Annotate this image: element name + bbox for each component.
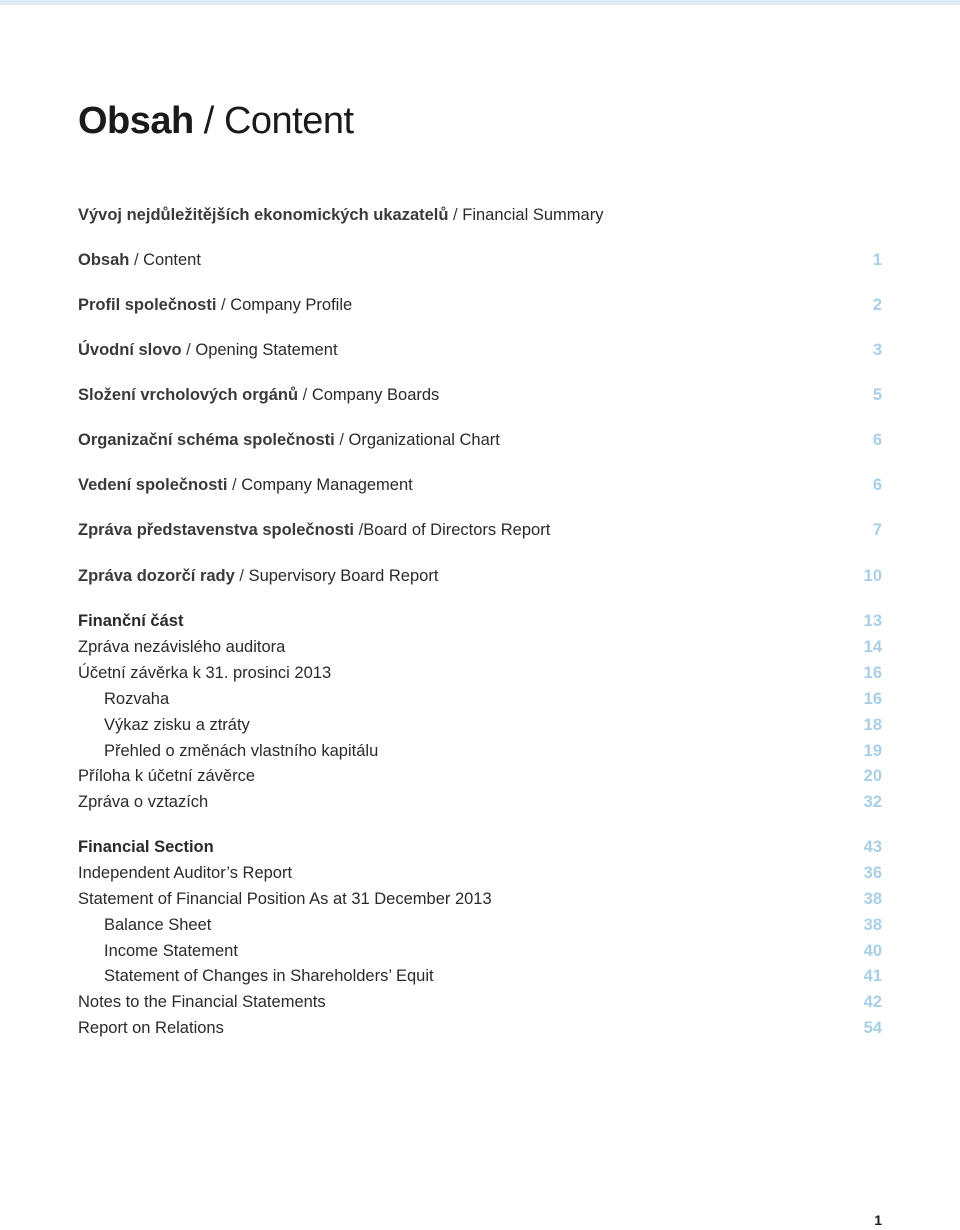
- toc-entry-en: Supervisory Board Report: [248, 567, 439, 585]
- toc-en-financial-section[interactable]: [78, 835, 882, 859]
- toc-entry-cz: Obsah: [78, 251, 130, 269]
- toc-en-auditor-report[interactable]: [78, 861, 882, 885]
- toc-cz-zprava-auditora[interactable]: [78, 635, 882, 659]
- toc-entry-page: 38: [863, 890, 882, 908]
- toc-entry-separator: /: [234, 567, 249, 585]
- toc-entry-label: Výkaz zisku a ztráty: [104, 716, 250, 734]
- toc-entry-page: 16: [863, 690, 882, 708]
- toc-entry-page: 19: [863, 742, 882, 760]
- toc-entry-page: 36: [863, 864, 882, 882]
- toc-entry-page: 6: [872, 476, 882, 494]
- toc-entry-page: 16: [863, 664, 882, 682]
- toc-entry-page: 42: [863, 993, 882, 1011]
- toc-entry-page: 20: [863, 767, 882, 785]
- toc-entry-label: Balance Sheet: [104, 916, 212, 934]
- footer-page-number: 1: [874, 1212, 882, 1228]
- toc-entry-label: Report on Relations: [78, 1019, 224, 1037]
- toc-entry-cz: Organizační schéma společnosti: [78, 431, 335, 449]
- toc-entry-page: 7: [872, 521, 882, 539]
- toc-cz-priloha[interactable]: [78, 764, 882, 788]
- top-accent-bar: [0, 0, 960, 5]
- toc-entry-label: Příloha k účetní závěrce: [78, 767, 256, 785]
- toc-entry-page: 1: [872, 251, 882, 269]
- toc-entry-en: Company Profile: [230, 296, 353, 314]
- toc-entry-page: 43: [863, 838, 882, 856]
- toc-entry-page: 41: [863, 967, 882, 985]
- toc-entry-page: 6: [872, 431, 882, 449]
- toc-entry-board-of-directors-report[interactable]: [78, 518, 882, 542]
- toc-entry-separator: /: [298, 386, 312, 404]
- toc-entry-page: 32: [863, 793, 882, 811]
- toc-cz-vykaz-zisku[interactable]: [78, 713, 882, 737]
- toc-cz-prehled-kapitalu[interactable]: [78, 739, 882, 763]
- toc-entry-en: Financial Summary: [462, 206, 604, 224]
- toc-entry-label: Statement of Changes in Shareholders’ Equit: [104, 967, 434, 985]
- toc-entry-page: 40: [863, 942, 882, 960]
- toc-entry-label: Income Statement: [104, 942, 238, 960]
- toc-entry-page: 10: [863, 567, 882, 585]
- toc-entry-page: 3: [872, 341, 882, 359]
- toc-entry-separator: /: [334, 431, 349, 449]
- toc-entry-supervisory-board-report[interactable]: [78, 564, 882, 588]
- toc-en-income-statement[interactable]: [78, 939, 882, 963]
- toc-en-notes[interactable]: [78, 990, 882, 1014]
- toc-entry-separator: /: [181, 341, 196, 359]
- toc-entry-cz: Složení vrcholových orgánů: [78, 386, 299, 404]
- toc-entry-label: Independent Auditor’s Report: [78, 864, 293, 882]
- toc-entry-page: 2: [872, 296, 882, 314]
- toc-entry-en: Content: [143, 251, 201, 269]
- toc-entry-cz: Úvodní slovo: [78, 341, 182, 359]
- toc-entry-organizational-chart[interactable]: [78, 428, 882, 452]
- toc-entry-separator: /: [227, 476, 242, 494]
- toc-entry-cz: Zpráva představenstva společnosti: [78, 521, 355, 539]
- toc-entry-label: Statement of Financial Position As at 31 December 2013: [78, 890, 492, 908]
- page-title: [78, 100, 354, 143]
- toc-entry-page: 54: [863, 1019, 882, 1037]
- page-title-separator: /: [193, 100, 224, 142]
- toc-entry-company-management[interactable]: [78, 473, 882, 497]
- toc-entry-page: 13: [863, 612, 882, 630]
- toc-en-statement-financial-position[interactable]: [78, 887, 882, 911]
- toc-entry-cz: Profil společnosti: [78, 296, 217, 314]
- toc-cz-ucetni-zaverka[interactable]: [78, 661, 882, 685]
- toc-entry-company-profile[interactable]: [78, 293, 882, 317]
- toc-cz-rozvaha[interactable]: [78, 687, 882, 711]
- toc-cz-financni-cast[interactable]: [78, 609, 882, 633]
- toc-entry-cz: Vývoj nejdůležitějších ekonomických ukazatelů: [78, 206, 449, 224]
- toc-entry-en: Board of Directors Report: [363, 521, 551, 539]
- toc-entry-page: 38: [863, 916, 882, 934]
- toc-entry-en: Organizational Chart: [348, 431, 500, 449]
- toc-entry-en: Opening Statement: [195, 341, 338, 359]
- toc-entry-label: Financial Section: [78, 838, 214, 856]
- toc-entry-separator: /: [448, 206, 463, 224]
- toc-en-report-on-relations[interactable]: [78, 1016, 882, 1040]
- toc-entry-label: Účetní závěrka k 31. prosinci 2013: [78, 664, 332, 682]
- toc-entry-financial-summary[interactable]: [78, 203, 882, 227]
- toc-entry-label: Zpráva nezávislého auditora: [78, 638, 286, 656]
- toc-entry-content[interactable]: [78, 248, 882, 272]
- toc-entry-label: Finanční část: [78, 612, 184, 630]
- toc-entry-separator: /: [354, 521, 364, 539]
- toc-entry-separator: /: [129, 251, 144, 269]
- toc-entry-page: 5: [872, 386, 882, 404]
- toc-entry-en: Company Management: [241, 476, 413, 494]
- toc-entry-cz: Vedení společnosti: [78, 476, 228, 494]
- toc-entry-label: Zpráva o vztazích: [78, 793, 209, 811]
- page-title-cz: Obsah: [78, 100, 194, 142]
- toc-entry-page: 18: [863, 716, 882, 734]
- toc-entry-company-boards[interactable]: [78, 383, 882, 407]
- toc-entry-separator: /: [216, 296, 231, 314]
- toc-en-balance-sheet[interactable]: [78, 913, 882, 937]
- toc-entry-page: 14: [863, 638, 882, 656]
- toc-entry-opening-statement[interactable]: [78, 338, 882, 362]
- page-title-en: Content: [223, 100, 354, 142]
- toc-entry-label: Notes to the Financial Statements: [78, 993, 326, 1011]
- toc-entry-label: Přehled o změnách vlastního kapitálu: [104, 742, 379, 760]
- toc-en-changes-equity[interactable]: [78, 964, 882, 988]
- toc-entry-en: Company Boards: [311, 386, 440, 404]
- toc-cz-zprava-o-vztazich[interactable]: [78, 790, 882, 814]
- toc-entry-label: Rozvaha: [104, 690, 170, 708]
- toc-entry-cz: Zpráva dozorčí rady: [78, 567, 235, 585]
